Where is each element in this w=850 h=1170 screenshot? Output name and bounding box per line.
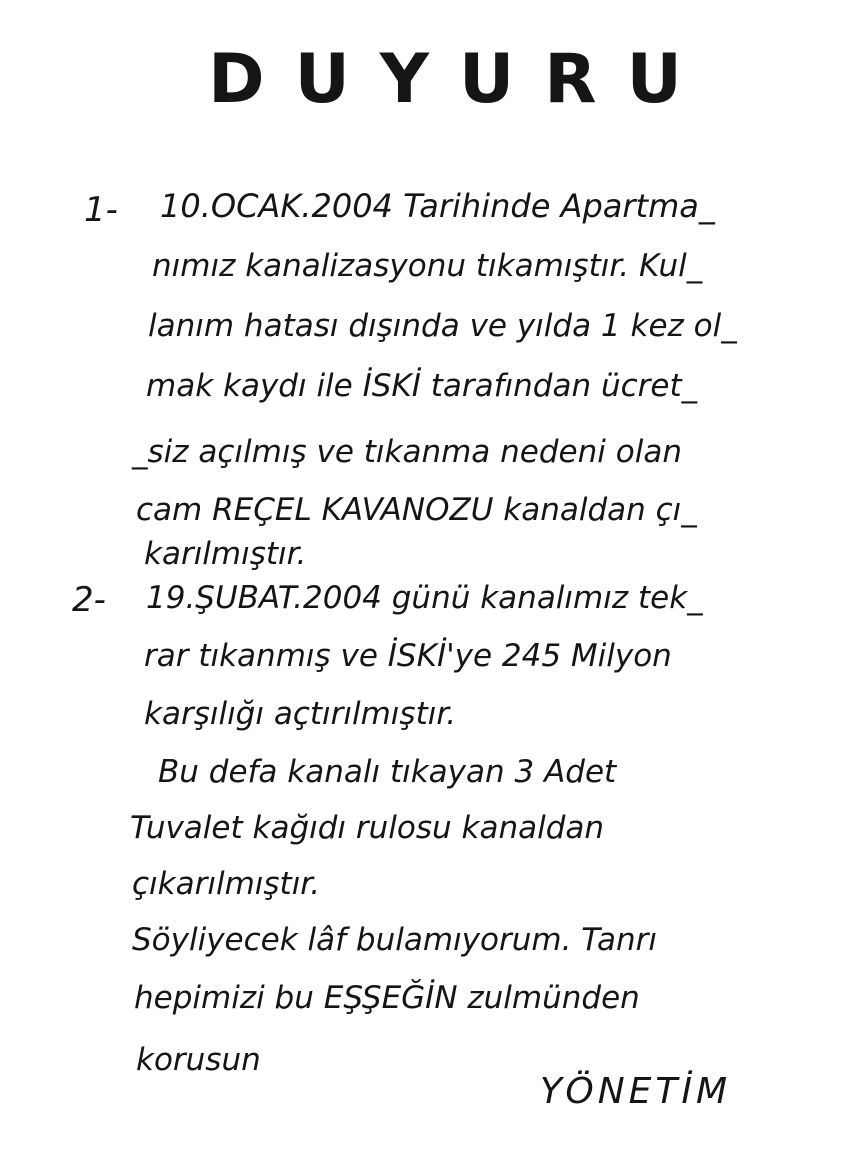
item-number: 2- bbox=[72, 580, 106, 620]
notice-line: cam REÇEL KAVANOZU kanaldan çı_ bbox=[136, 492, 697, 528]
notice-line: mak kaydı ile İSKİ tarafından ücret_ bbox=[146, 368, 698, 404]
notice-line: hepimizi bu EŞŞEĞİN zulmünden bbox=[134, 980, 640, 1016]
notice-line: lanım hatası dışında ve yılda 1 kez ol_ bbox=[148, 308, 737, 344]
item-number: 1- bbox=[84, 190, 118, 230]
signature: YÖNETİM bbox=[540, 1071, 732, 1112]
notice-line: nımız kanalizasyonu tıkamıştır. Kul_ bbox=[152, 248, 703, 284]
notice-line: 10.OCAK.2004 Tarihinde Apartma_ bbox=[160, 187, 715, 225]
notice-line: çıkarılmıştır. bbox=[132, 866, 321, 902]
notice-line: Tuvalet kağıdı rulosu kanaldan bbox=[130, 810, 605, 846]
notice-line: korusun bbox=[136, 1042, 261, 1078]
notice-line: 19.ŞUBAT.2004 günü kanalımız tek_ bbox=[146, 580, 703, 616]
notice-line: Söyliyecek lâf bulamıyorum. Tanrı bbox=[132, 922, 657, 958]
notice-title: DUYURU bbox=[208, 40, 712, 119]
notice-line: karılmıştır. bbox=[144, 536, 307, 572]
notice-line: rar tıkanmış ve İSKİ'ye 245 Milyon bbox=[144, 638, 672, 674]
notice-line: _siz açılmış ve tıkanma nedeni olan bbox=[132, 434, 682, 470]
notice-line: Bu defa kanalı tıkayan 3 Adet bbox=[158, 754, 617, 790]
notice-line: karşılığı açtırılmıştır. bbox=[144, 696, 457, 732]
